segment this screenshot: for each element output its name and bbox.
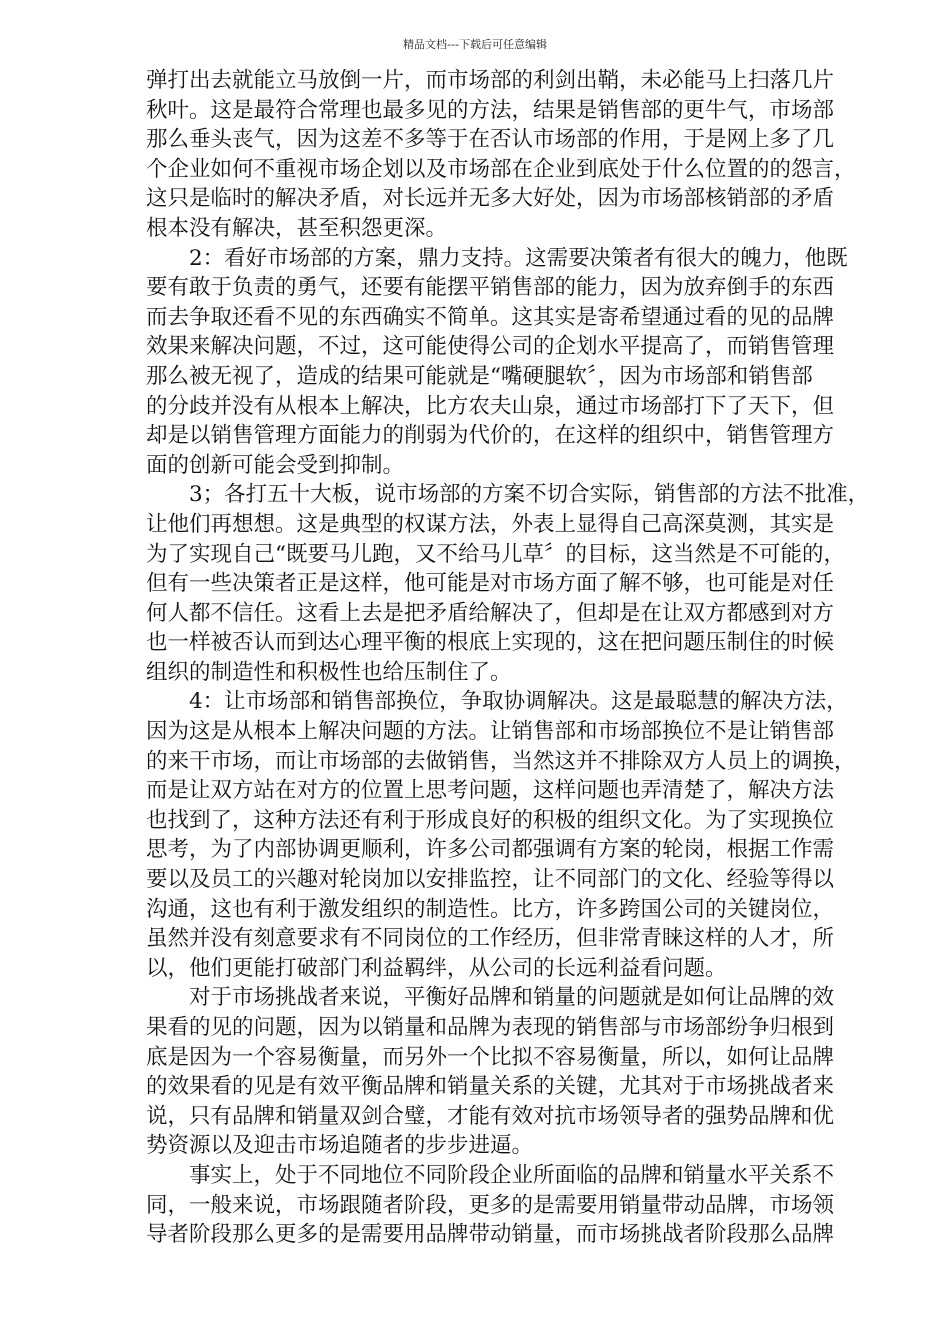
text-line: 的分歧并没有从根本上解决，比方农夫山泉，通过市场部打下了天下，但 — [146, 393, 835, 419]
text-line: 要有敢于负责的勇气，还要有能摆平销售部的能力，因为放弃倒手的东西 — [146, 275, 835, 301]
text-line: 也一样被否认而到达心理平衡的根底上实现的，这在把问题压制住的时候 — [146, 630, 835, 656]
text-line: 效果来解决问题，不过，这可能使得公司的企划水平提高了，而销售管理 — [146, 334, 835, 360]
text-line: 对于市场挑战者来说，平衡好品牌和销量的问题就是如何让品牌的效 — [189, 985, 835, 1011]
text-line: 根本没有解决，甚至积怨更深。 — [146, 215, 448, 241]
text-line: 导者阶段那么更多的是需要用品牌带动销量，而市场挑战者阶段那么品牌 — [146, 1222, 835, 1248]
text-line: 那么垂头丧气，因为这差不多等于在否认市场部的作用，于是网上多了几 — [146, 127, 835, 153]
text-line: 同，一般来说，市场跟随者阶段，更多的是需要用销量带动品牌，市场领 — [146, 1192, 835, 1218]
text-line: 也找到了，这种方法还有利于形成良好的积极的组织文化。为了实现换位 — [146, 807, 835, 833]
text-line: 弹打出去就能立马放倒一片，而市场部的利剑出鞘，未必能马上扫落几片 — [146, 68, 835, 93]
text-line: 2：看好市场部的方案，鼎力支持。这需要决策者有很大的魄力，他既 — [189, 245, 848, 271]
text-line: 说，只有品牌和销量双剑合璧，才能有效对抗市场领导者的强势品牌和优 — [146, 1103, 835, 1129]
text-line: 个企业如何不重视市场企划以及市场部在企业到底处于什么位置的的怨言， — [146, 156, 856, 182]
text-line: 那么被无视了，造成的结果可能就是“嘴硬腿软〞，因为市场部和销售部 — [146, 363, 813, 389]
text-line: 沟通，这也有利于激发组织的制造性。比方，许多跨国公司的关键岗位， — [146, 896, 835, 922]
text-line: 为了实现自己“既要马儿跑，又不给马儿草〞的目标，这当然是不可能的， — [146, 541, 845, 567]
text-line: 思考，为了内部协调更顺利，许多公司都强调有方案的轮岗，根据工作需 — [146, 837, 835, 863]
paragraph-option-4 — [146, 687, 886, 983]
text-line: 底是因为一个容易衡量，而另外一个比拟不容易衡量，所以，如何让品牌 — [146, 1044, 835, 1070]
document-body — [146, 66, 886, 1250]
text-line: 要以及员工的兴趣对轮岗加以安排监控，让不同部门的文化、经验等得以 — [146, 867, 835, 893]
text-line: 以，他们更能打破部门利益羁绊，从公司的长远利益看问题。 — [146, 955, 727, 981]
text-line: 事实上，处于不同地位不同阶段企业所面临的品牌和销量水平关系不 — [189, 1162, 835, 1188]
text-line: 果看的见的问题，因为以销量和品牌为表现的销售部与市场部纷争归根到 — [146, 1015, 835, 1040]
text-line: 的效果看的见是有效平衡品牌和销量关系的关键，尤其对于市场挑战者来 — [146, 1074, 835, 1100]
text-line: 虽然并没有刻意要求有不同岗位的工作经历，但非常青睐这样的人才，所 — [146, 926, 835, 952]
text-line: 而去争取还看不见的东西确实不简单。这其实是寄希望通过看的见的品牌 — [146, 304, 835, 330]
text-line: 却是以销售管理方面能力的削弱为代价的，在这样的组织中，销售管理方 — [146, 423, 835, 449]
text-line: 秋叶。这是最符合常理也最多见的方法，结果是销售部的更牛气，市场部 — [146, 97, 835, 123]
text-line: 势资源以及迎击市场追随者的步步进逼。 — [146, 1133, 534, 1159]
text-line: 面的创新可能会受到抑制。 — [146, 452, 405, 478]
text-line: 的来干市场，而让市场部的去做销售，当然这并不排除双方人员上的调换， — [146, 748, 856, 774]
text-line: 何人都不信任。这看上去是把矛盾给解决了，但却是在让双方都感到对方 — [146, 600, 835, 626]
paragraph-continuation — [146, 66, 886, 244]
text-line: 因为这是从根本上解决问题的方法。让销售部和市场部换位不是让销售部 — [146, 719, 835, 745]
page-header: 精品文档---下载后可任意编辑 — [403, 38, 547, 51]
text-line: 组织的制造性和积极性也给压制住了。 — [146, 659, 512, 685]
text-line: 4：让市场部和销售部换位，争取协调解决。这是最聪慧的解决方法， — [189, 689, 848, 715]
paragraph-stages — [146, 1161, 886, 1250]
text-line: 3；各打五十大板，说市场部的方案不切合实际，销售部的方法不批准， — [189, 482, 870, 508]
text-line: 让他们再想想。这是典型的权谋方法，外表上显得自己高深莫测，其实是 — [146, 511, 835, 537]
text-line: 但有一些决策者正是这样，他可能是对市场方面了解不够，也可能是对任 — [146, 571, 835, 597]
paragraph-challenger — [146, 983, 886, 1161]
text-line: 这只是临时的解决矛盾，对长远并无多大好处，因为市场部核销部的矛盾 — [146, 186, 835, 212]
text-line: 而是让双方站在对方的位置上思考问题，这样问题也弄清楚了，解决方法 — [146, 778, 835, 804]
paragraph-option-3 — [146, 480, 886, 687]
paragraph-option-2 — [146, 244, 886, 481]
